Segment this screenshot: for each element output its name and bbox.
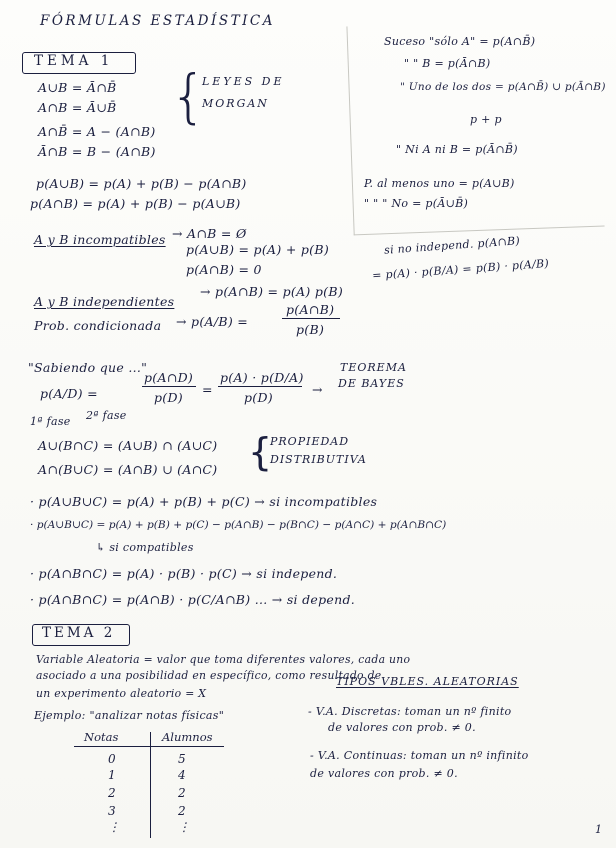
condicionada-denominator: p(B) xyxy=(296,322,325,337)
variable-aleatoria-line-3: un experimento aleatorio = X xyxy=(36,687,207,700)
tema1-heading: TEMA 1 xyxy=(34,53,114,69)
condicionada-numerator: p(A∩B) xyxy=(286,302,335,317)
morgan-line-1: A∪B = Ā∩B̄ xyxy=(38,80,117,95)
table-cell-alumnos: 4 xyxy=(178,768,186,782)
table-cell-nota: 2 xyxy=(108,786,116,800)
table-cell-alumnos: 2 xyxy=(178,786,186,800)
bayes-frac1-den: p(D) xyxy=(154,390,183,405)
bayes-label-1: TEOREMA xyxy=(340,361,407,374)
discretas-line-1: - V.A. Discretas: toman un nº finito xyxy=(308,705,512,718)
table-row xyxy=(70,804,230,820)
fase-1-label: 1ª fase xyxy=(30,415,71,428)
variable-aleatoria-line-2: asociado a una posibilidad en específico, como resultado de xyxy=(36,669,382,682)
bayes-frac2-bar xyxy=(218,386,302,387)
incompatibles-line-3: p(A∩B) = 0 xyxy=(186,262,262,277)
condicionada-formula: → p(A/B) = xyxy=(176,314,249,329)
morgan-brace: { xyxy=(170,62,207,130)
variable-aleatoria-line-1: Variable Aleatoria = valor que toma diferentes valores, cada uno xyxy=(36,653,411,666)
bullet-independ: · p(A∩B∩C) = p(A) · p(B) · p(C) → si independ. xyxy=(30,566,338,581)
distributiva-label-1: PROPIEDAD xyxy=(270,435,350,448)
table-cell-nota: 3 xyxy=(108,804,116,818)
incompatibles-line-1: → A∩B = Ø xyxy=(172,226,247,241)
bayes-frac1-bar xyxy=(142,386,196,387)
no-indep-line-1: si no independ. p(A∩B) xyxy=(383,234,521,257)
page-number: 1 xyxy=(595,823,602,836)
suceso-no: " " " No = p(Ā∪B̄) xyxy=(364,197,469,210)
bayes-frac2-den: p(D) xyxy=(244,390,273,405)
tema2-heading: TEMA 2 xyxy=(42,625,116,641)
condicionada-label: Prob. condicionada xyxy=(34,318,162,333)
continuas-line-1: - V.A. Continuas: toman un nº infinito xyxy=(310,749,529,762)
table-row xyxy=(70,768,230,784)
bayes-frac1-num: p(A∩D) xyxy=(144,370,194,385)
suceso-ni-a-ni-b: " Ni A ni B = p(Ā∩B̄) xyxy=(396,143,518,156)
bayes-frac2-num: p(A) · p(D/A) xyxy=(220,370,304,385)
bullet-incompatibles: · p(A∪B∪C) = p(A) + p(B) + p(C) → si incompatibles xyxy=(30,494,378,509)
page-title: FÓRMULAS ESTADÍSTICA xyxy=(40,13,275,29)
morgan-line-3: A∩B̄ = A − (A∩B) xyxy=(38,124,156,139)
table-header-notas: Notas xyxy=(84,730,119,744)
suceso-solo-a: Suceso "sólo A" = p(A∩B̄) xyxy=(384,35,536,48)
distributiva-label-2: DISTRIBUTIVA xyxy=(270,453,367,466)
bullet-compatibles-note: ↳ si compatibles xyxy=(96,541,194,554)
bayes-equals: = xyxy=(202,382,213,397)
table-row xyxy=(70,820,230,836)
ejemplo-label: Ejemplo: "analizar notas físicas" xyxy=(34,709,225,722)
distributiva-line-1: A∪(B∩C) = (A∪B) ∩ (A∪C) xyxy=(38,438,218,453)
morgan-line-4: Ā∩B = B − (A∩B) xyxy=(38,144,156,159)
table-cell-nota: ⋮ xyxy=(108,820,120,834)
discretas-line-2: de valores con prob. ≠ 0. xyxy=(328,721,476,734)
independientes-formula: → p(A∩B) = p(A) p(B) xyxy=(200,284,344,299)
condicionada-fraction-bar xyxy=(282,318,340,319)
morgan-label-1: LEYES DE xyxy=(202,75,285,88)
morgan-line-2: A∩B = Ā∪B̄ xyxy=(38,100,117,115)
bullet-compatibles: · p(A∪B∪C) = p(A) + p(B) + p(C) − p(A∩B) − p(B∩C) − p(A∩C) + p(A∩B∩C) xyxy=(30,519,447,531)
independientes-label: A y B independientes xyxy=(34,294,175,309)
table-cell-alumnos: 2 xyxy=(178,804,186,818)
table-row xyxy=(70,752,230,768)
suceso-uno-dos: " Uno de los dos = p(A∩B̄) ∪ p(Ā∩B) xyxy=(400,81,606,93)
distributiva-line-2: A∩(B∪C) = (A∩B) ∪ (A∩C) xyxy=(38,462,218,477)
bayes-label-2: DE BAYES xyxy=(338,377,405,390)
bayes-arrow: → xyxy=(312,382,323,397)
suceso-al-menos-uno: P. al menos uno = p(A∪B) xyxy=(364,177,515,190)
incompatibles-label: A y B incompatibles xyxy=(34,232,166,247)
table-cell-alumnos: 5 xyxy=(178,752,186,766)
table-header-alumnos: Alumnos xyxy=(162,730,213,744)
union-formula: p(A∪B) = p(A) + p(B) − p(A∩B) xyxy=(36,176,247,191)
fase-2-label: 2ª fase xyxy=(86,409,127,422)
table-cell-alumnos: ⋮ xyxy=(178,820,190,834)
intersection-formula: p(A∩B) = p(A) + p(B) − p(A∪B) xyxy=(30,196,241,211)
no-indep-line-2: = p(A) · p(B/A) = p(B) · p(A/B) xyxy=(371,256,550,283)
suceso-plus: p + p xyxy=(470,113,502,126)
table-header-rule xyxy=(74,746,224,747)
bayes-intro: "Sabiendo que ..." xyxy=(28,360,148,375)
table-row xyxy=(70,786,230,802)
table-cell-nota: 1 xyxy=(108,768,116,782)
distributiva-brace: { xyxy=(248,430,273,474)
morgan-label-2: MORGAN xyxy=(202,97,269,110)
incompatibles-line-2: p(A∪B) = p(A) + p(B) xyxy=(186,242,330,257)
tipos-title: TIPOS VBLES. ALEATORIAS xyxy=(336,675,519,688)
continuas-line-2: de valores con prob. ≠ 0. xyxy=(310,767,458,780)
bullet-depend: · p(A∩B∩C) = p(A∩B) · p(C/A∩B) ... → si depend. xyxy=(30,592,356,607)
table-cell-nota: 0 xyxy=(108,752,116,766)
bayes-lhs: p(A/D) = xyxy=(40,386,98,401)
suceso-solo-b: " " B = p(Ā∩B) xyxy=(404,57,491,70)
